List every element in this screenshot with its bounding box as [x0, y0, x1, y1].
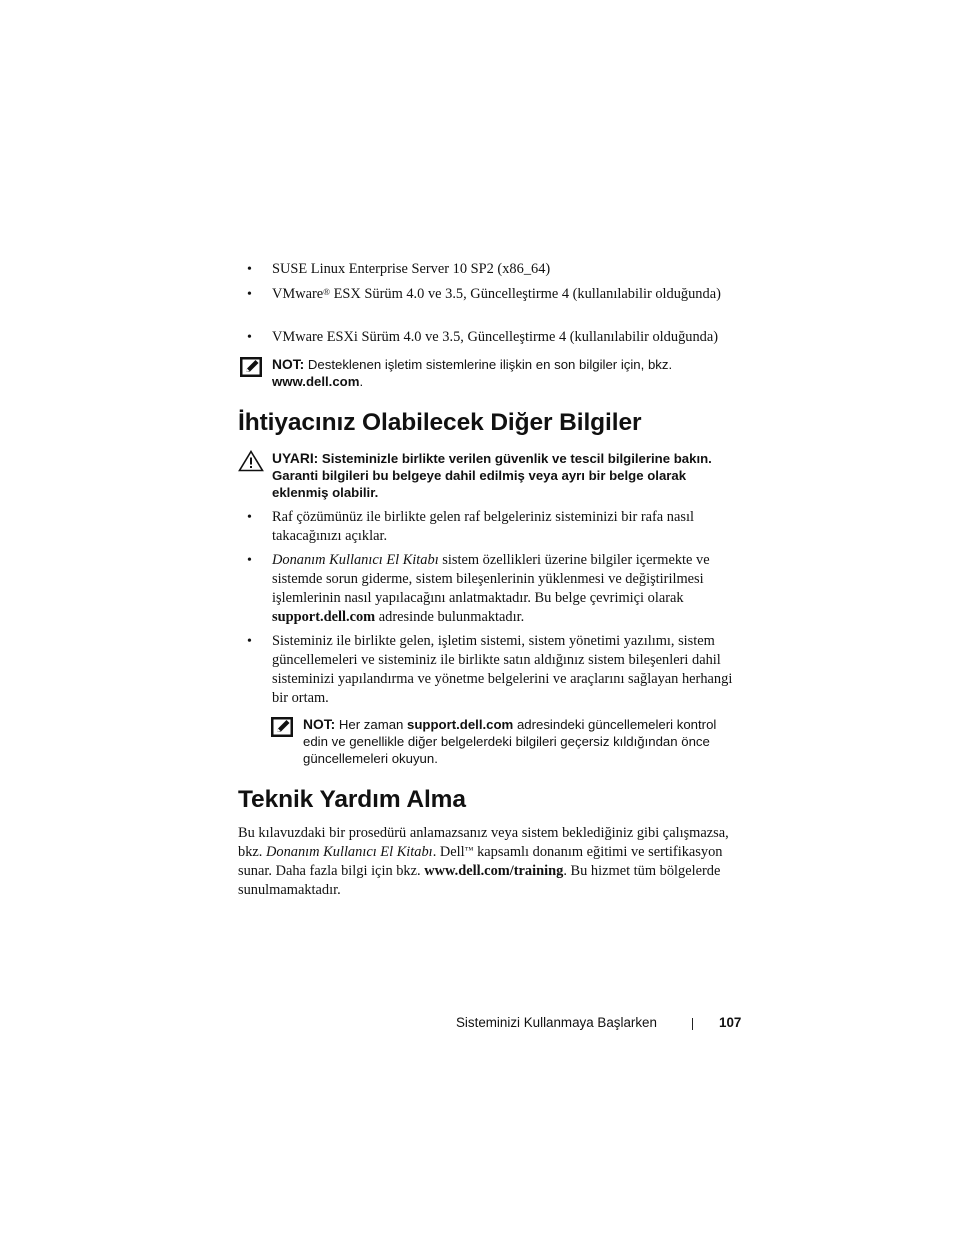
page-footer [456, 1015, 746, 1035]
note-supported-os: NOT: Desteklenen işletim sistemlerine ilişkin en son bilgiler için, bkz. www.dell.com. [272, 356, 742, 390]
trademark-mark: ™ [464, 845, 474, 855]
bullet-icon [247, 285, 259, 304]
list-item: • SUSE Linux Enterprise Server 10 SP2 (x86_64) [272, 260, 742, 279]
list-item: • Donanım Kullanıcı El Kitabı sistem özellikleri üzerine bilgiler içermekte ve sistemde sorun giderme, sistem bileşenlerinin yüklenmesi ve değiştirilmesi işlemlerinin nasıl yapılacağını anlatmaktadır. Bu belge çevrimiçi olarak support.dell.com adresinde bulunmaktadır. [272, 551, 742, 627]
footer-divider [692, 1018, 693, 1030]
section-title-other-info: İhtiyacınız Olabilecek Diğer Bilgiler [238, 409, 642, 436]
link-dell-training[interactable]: www.dell.com/training [424, 863, 564, 879]
tech-support-paragraph: Bu kılavuzdaki bir prosedürü anlamazsanız veya sistem beklediğiniz gibi çalışmazsa, bkz. Donanım Kullanıcı El Kitabı. Dell™ kapsamlı donanım eğitimi ve sertifikasyon sunar. Daha fazla bilgi için bkz. www.dell.com/training. Bu hizmet tüm bölgelerde sunulmamaktadır. [238, 825, 729, 898]
registered-mark: ® [323, 287, 330, 297]
warning-triangle-icon [238, 450, 264, 472]
note-pencil-icon [240, 357, 262, 377]
bullet-icon [247, 551, 259, 570]
footer-section-title: Sisteminizi Kullanmaya Başlarken [456, 1015, 657, 1030]
note-pencil-icon [271, 717, 293, 737]
list-item: • Sisteminiz ile birlikte gelen, işletim sistemi, sistem yönetimi yazılımı, sistem güncellemeleri ve sisteminiz ile birlikte satın aldığınız sistem bileşenleri dahil sisteminizi yapılandırma ve yönetme belgelerini ve araçlarını sağlayan herhangi bir ortam. [272, 632, 742, 708]
bullet-icon [247, 508, 259, 527]
list-item: • VMware ESXi Sürüm 4.0 ve 3.5, Güncelleştirme 4 (kullanılabilir olduğunda) [272, 328, 762, 347]
list-item: • VMware® ESX Sürüm 4.0 ve 3.5, Güncelleştirme 4 (kullanılabilir olduğunda) [272, 285, 742, 304]
section-title-tech-support: Teknik Yardım Alma [238, 786, 466, 813]
page-number: 107 [719, 1015, 742, 1030]
note-updates: NOT: Her zaman support.dell.com adresindeki güncellemeleri kontrol edin ve genellikle diğer belgelerdeki bilgileri geçersiz kıldığından önce güncellemeleri okuyun. [303, 716, 743, 767]
warning-safety: UYARI: Sisteminizle birlikte verilen güvenlik ve tescil bilgilerine bakın. Garanti bilgileri bu belgeye dahil edilmiş veya ayrı bir belge olarak eklenmiş olabilir. [272, 450, 742, 501]
link-support-dell-com[interactable]: support.dell.com [272, 609, 376, 625]
link-dell-com[interactable]: www.dell.com [272, 374, 360, 389]
bullet-icon [247, 328, 259, 347]
bullet-icon [247, 632, 259, 651]
link-support-dell-com[interactable]: support.dell.com [407, 717, 514, 732]
bullet-icon [247, 260, 259, 279]
list-item: • Raf çözümünüz ile birlikte gelen raf belgeleriniz sisteminizi bir rafa nasıl takacağınızı açıklar. [272, 508, 742, 546]
